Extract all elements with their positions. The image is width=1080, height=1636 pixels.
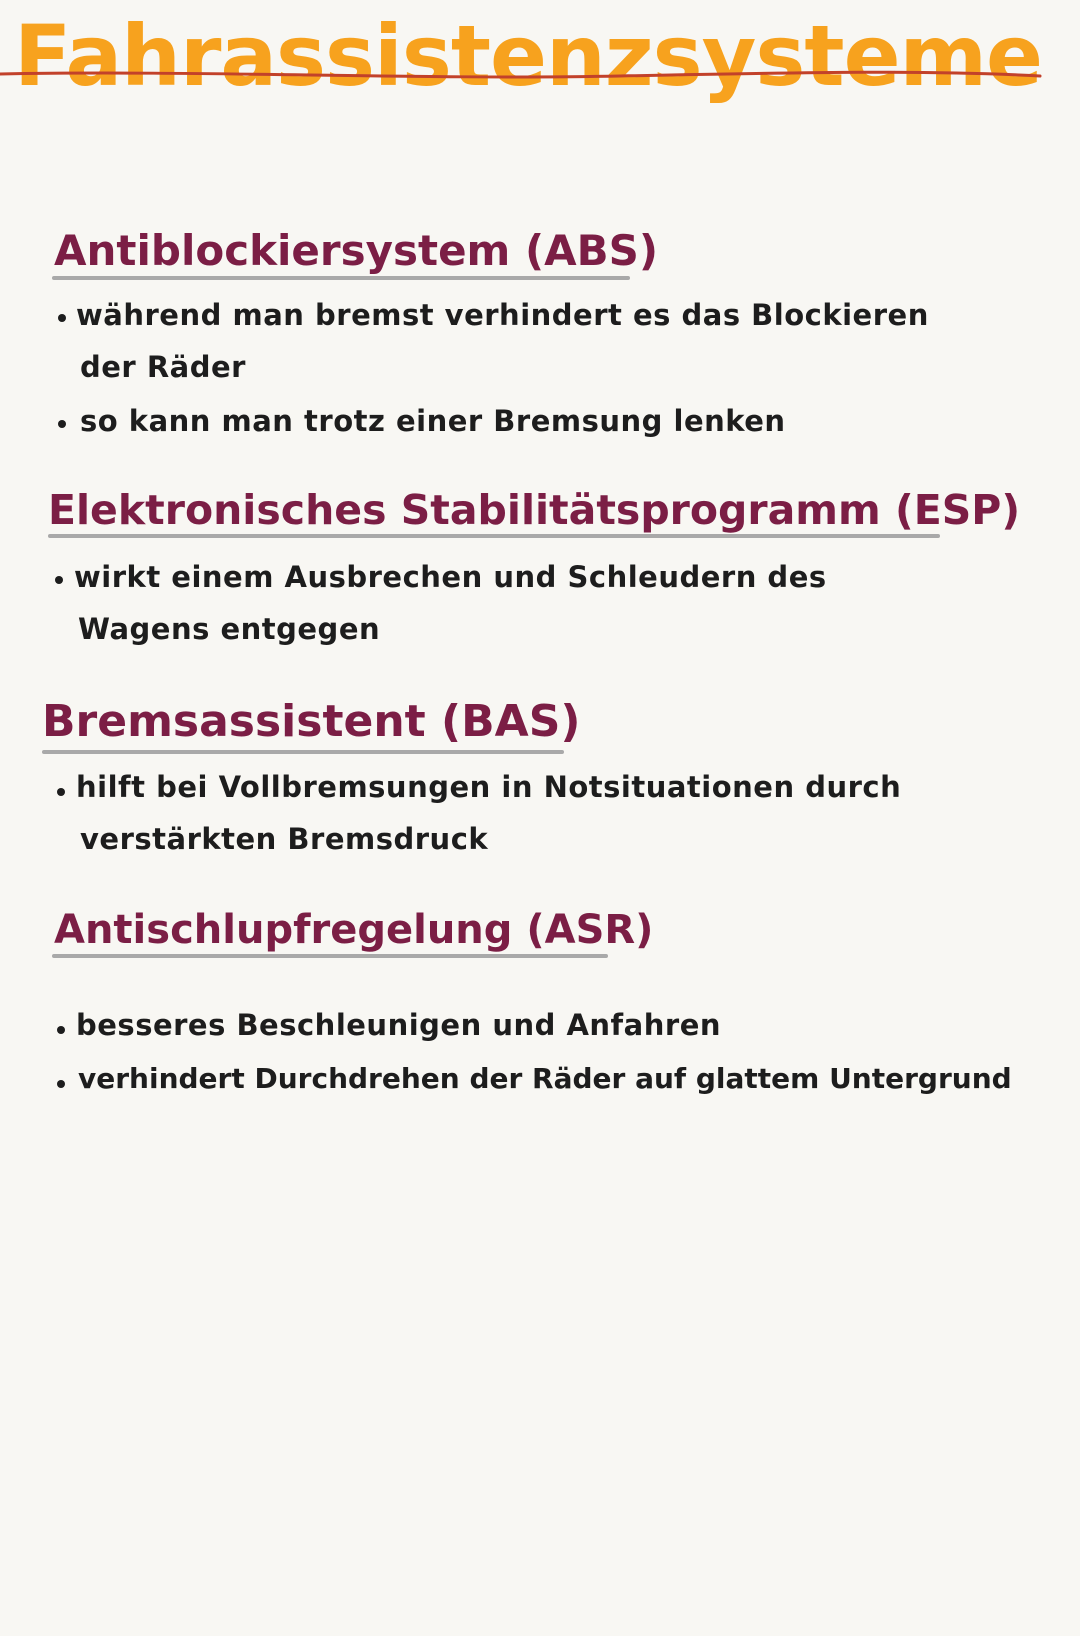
section-heading: Elektronisches Stabilitätsprogramm (ESP) <box>48 486 1021 534</box>
bullet-text: verhindert Durchdrehen der Räder auf glattem Untergrund <box>78 1062 1012 1095</box>
heading-underline <box>42 750 564 754</box>
heading-underline <box>52 954 608 958</box>
bullet-text: während man bremst verhindert es das Blockieren <box>76 298 929 332</box>
heading-underline <box>48 534 940 538</box>
bullet-text-continued: verstärkten Bremsdruck <box>80 822 489 856</box>
bullet-text: besseres Beschleunigen und Anfahren <box>76 1008 722 1042</box>
bullet-dot <box>58 420 66 428</box>
page-title: Fahrassistenzsysteme <box>14 7 1043 105</box>
bullet-dot <box>57 1026 65 1034</box>
title-strikethrough <box>0 0 1080 150</box>
bullet-dot <box>57 788 65 796</box>
bullet-dot <box>55 576 63 584</box>
bullet-text: so kann man trotz einer Bremsung lenken <box>80 404 786 438</box>
section-heading: Antiblockiersystem (ABS) <box>54 226 659 275</box>
heading-underline <box>52 276 630 280</box>
bullet-text: hilft bei Vollbremsungen in Notsituationen durch <box>76 770 902 804</box>
section-heading: Antischlupfregelung (ASR) <box>54 907 654 953</box>
section-heading: Bremsassistent (BAS) <box>42 696 581 747</box>
bullet-text-continued: der Räder <box>80 350 246 384</box>
bullet-dot <box>57 1080 65 1088</box>
title-block <box>0 0 1080 150</box>
bullet-text: wirkt einem Ausbrechen und Schleudern des <box>74 560 827 594</box>
bullet-dot <box>58 314 66 322</box>
bullet-text-continued: Wagens entgegen <box>78 612 381 646</box>
